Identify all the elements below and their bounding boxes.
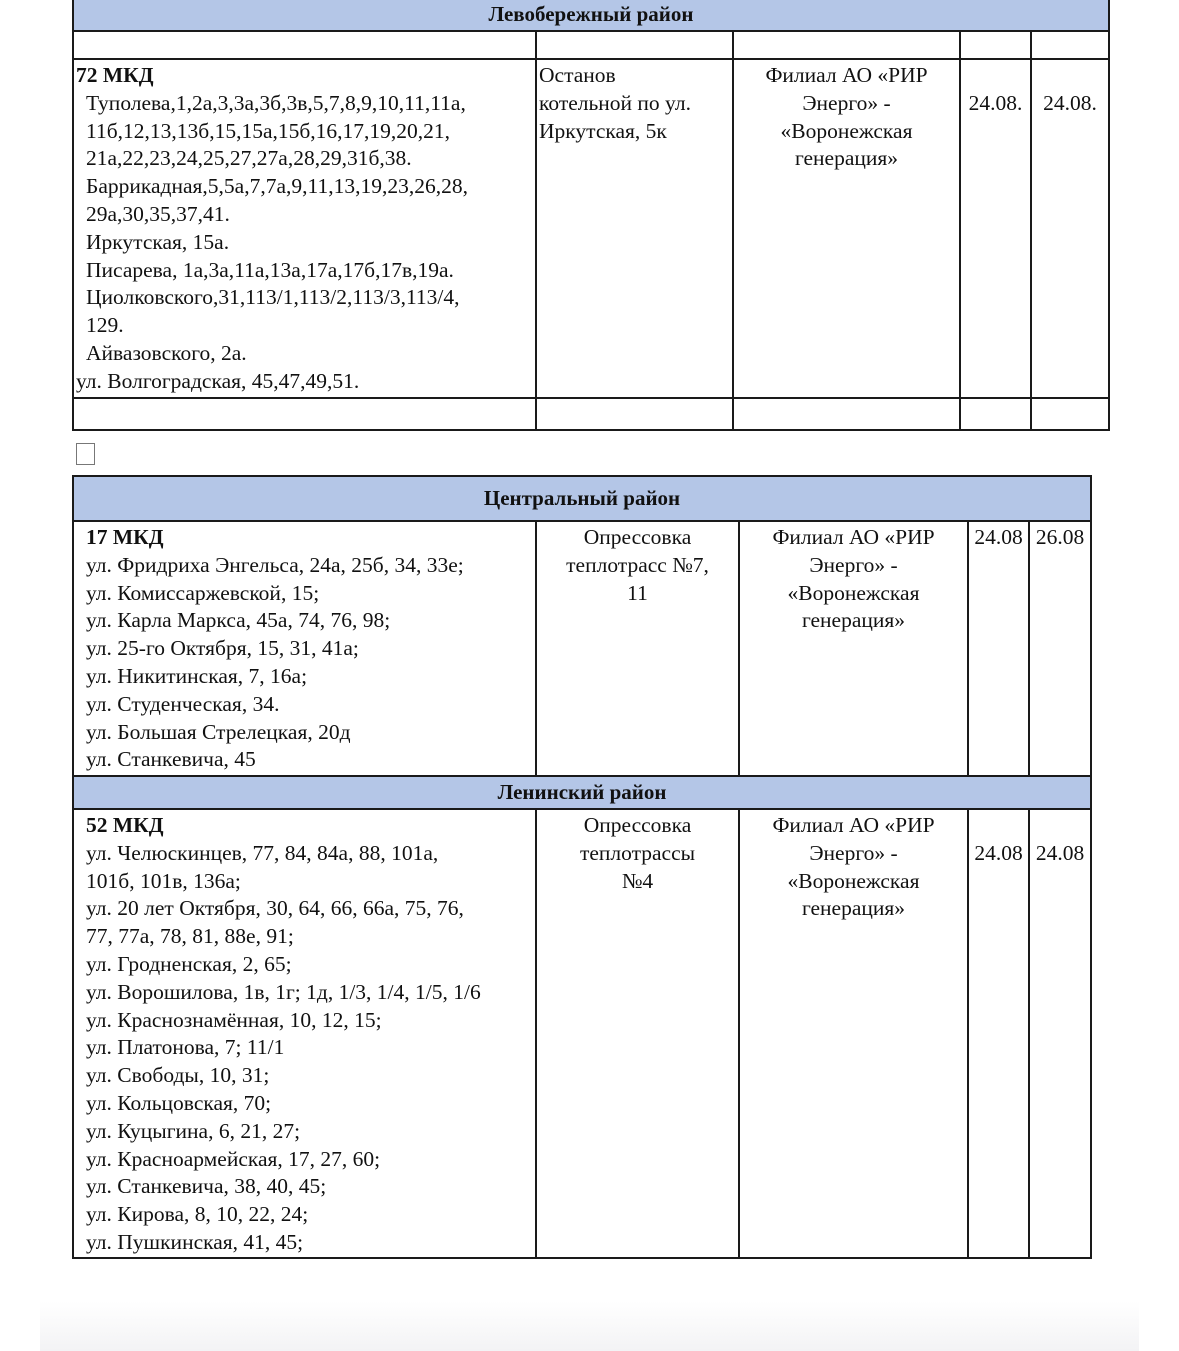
address-list [74,90,535,396]
table-row [73,521,1091,776]
text-line: «Воронежская [780,118,913,143]
empty-row [73,398,1109,430]
date-end: 24.08. [1031,59,1109,398]
address-line: ул. Студенческая, 34. [86,691,280,716]
reason-cell [536,521,739,776]
organization-text [740,524,967,635]
reason-cell [536,809,739,1258]
address-line: ул. Большая Стрелецкая, 20д [86,719,351,744]
address-line: Иркутская, 15а. [86,229,230,254]
text-line: «Воронежская [787,868,920,893]
address-line: 101б, 101в, 136а; [86,868,241,893]
address-line: ул. Кольцовская, 70; [86,1090,272,1115]
address-line: ул. Никитинская, 7, 16а; [86,663,308,688]
address-line: Циолковского,31,113/1,113/2,113/3,113/4, [86,285,460,310]
text-line: Энерго» - [802,90,891,115]
organization-text [740,812,967,923]
address-line: ул. Свободы, 10, 31; [86,1063,270,1088]
address-line: ул. Карла Маркса, 45а, 74, 76, 98; [86,608,391,633]
address-list [74,552,535,774]
address-line: ул. Фридриха Энгельса, 24а, 25б, 34, 33е; [86,552,464,577]
organization-cell [739,809,968,1258]
address-line: ул. 25-го Октября, 15, 31, 41а; [86,636,359,661]
reason-text [539,62,730,145]
text-line: Филиал АО «РИР [765,63,928,87]
address-line: 129. [86,313,124,338]
text-line: теплотрассы [579,840,696,865]
text-line: «Воронежская [787,580,920,605]
address-line: Писарева, 1а,3а,11а,13а,17а,17б,17в,19а. [86,257,454,282]
mkd-count: 17 МКД [86,525,164,549]
address-cell [73,521,536,776]
text-line: генерация» [794,146,899,171]
text-line: Иркутская, 5к [539,118,667,143]
district-header: Центральный район [73,476,1091,521]
address-list [74,840,535,1257]
table-row [73,809,1091,1258]
address-line: 21а,22,23,24,25,27,27а,28,29,31б,38. [86,146,412,171]
address-line: Айвазовского, 2а. [86,340,247,365]
text-line: Филиал АО «РИР [772,813,935,837]
text-line: котельной по ул. [539,90,691,115]
empty-row [73,31,1109,59]
address-line: ул. Куцыгина, 6, 21, 27; [86,1118,301,1143]
left-bank-district-table [72,0,1110,431]
address-line: ул. Красноармейская, 17, 27, 60; [86,1146,381,1171]
text-line: Филиал АО «РИР [772,525,935,549]
address-line: Баррикадная,5,5а,7,7а,9,11,13,19,23,26,28, [86,174,468,199]
organization-cell [739,521,968,776]
district-header: Левобережный район [73,0,1109,31]
organization-cell [733,59,960,398]
address-line: 77, 77а, 78, 81, 88е, 91; [86,924,294,949]
address-line: Туполева,1,2а,3,3а,3б,3в,5,7,8,9,10,11,11а, [86,90,466,115]
text-line: Опрессовка [583,813,692,837]
address-line: ул. Волгоградская, 45,47,49,51. [76,368,360,393]
address-cell [73,809,536,1258]
reason-text [537,524,738,607]
text-line: генерация» [801,608,906,633]
address-line: ул. Гродненская, 2, 65; [86,951,292,976]
address-cell [73,59,536,398]
mkd-count: 52 МКД [86,813,164,837]
district-header: Ленинский район [73,776,1091,809]
address-line: ул. Платонова, 7; 11/1 [86,1035,285,1060]
address-line: ул. Станкевича, 38, 40, 45; [86,1174,327,1199]
date-start: 24.08 [968,521,1029,776]
central-lenin-district-table [72,475,1092,1259]
address-line: 11б,12,13,13б,15,15а,15б,16,17,19,20,21, [86,118,451,143]
date-start: 24.08 [968,809,1029,1258]
text-line: генерация» [801,896,906,921]
page-bottom-shadow [40,1301,1139,1351]
reason-text [537,812,738,895]
checkbox[interactable] [76,443,95,465]
address-line: ул. Ворошилова, 1в, 1г; 1д, 1/3, 1/4, 1/5, 1/6 [86,979,481,1004]
address-line: ул. Краснознамённая, 10, 12, 15; [86,1007,382,1032]
address-line: ул. Челюскинцев, 77, 84, 84а, 88, 101а, [86,840,439,865]
table-row [73,59,1109,398]
text-line: Энерго» - [809,552,898,577]
address-line: ул. Пушкинская, 41, 45; [86,1229,304,1254]
text-line: теплотрасс №7, [566,552,709,577]
address-line: 29а,30,35,37,41. [86,201,230,226]
reason-cell [536,59,733,398]
organization-text [734,62,959,173]
mkd-count: 72 МКД [76,63,154,87]
text-line: 11 [627,580,648,605]
text-line: №4 [621,868,654,893]
date-end: 26.08 [1029,521,1091,776]
text-line: Останов [539,63,616,87]
date-end: 24.08 [1029,809,1091,1258]
address-line: ул. 20 лет Октября, 30, 64, 66, 66а, 75, 76, [86,896,464,921]
address-line: ул. Станкевича, 45 [86,747,256,772]
date-start: 24.08. [960,59,1031,398]
text-line: Опрессовка [583,525,692,549]
address-line: ул. Комиссаржевской, 15; [86,580,320,605]
text-line: Энерго» - [809,840,898,865]
address-line: ул. Кирова, 8, 10, 22, 24; [86,1202,309,1227]
